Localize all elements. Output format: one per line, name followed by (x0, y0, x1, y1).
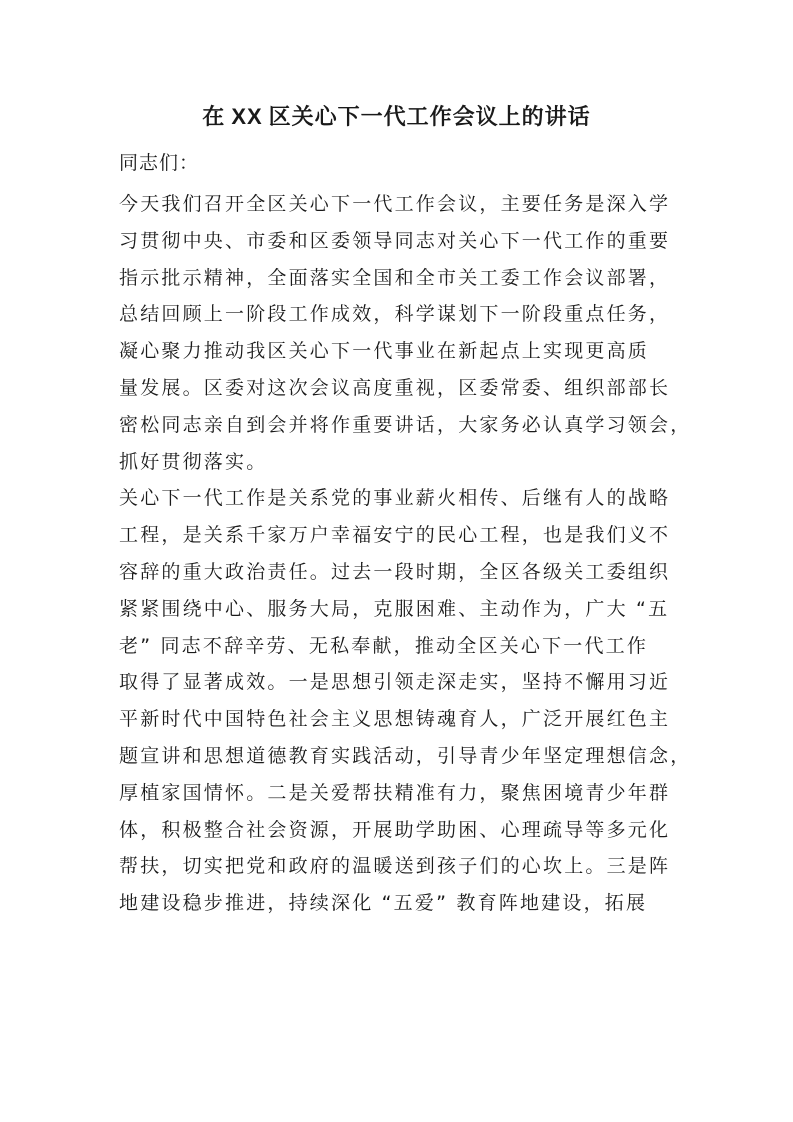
text-line: 关心下一代工作是关系党的事业薪火相传、后继有人的战略 (119, 487, 671, 510)
text-line: 容辞的重大政治责任。过去一段时期，全区各级关工委组织 (119, 560, 671, 583)
text-line: 抓好贯彻落实。 (119, 450, 268, 473)
text-line: 平新时代中国特色社会主义思想铸魂育人，广泛开展红色主 (119, 708, 671, 731)
title-xx: XX (231, 104, 263, 129)
text-line: 厚植家国情怀。二是关爱帮扶精准有力，聚焦困境青少年群 (119, 781, 671, 804)
text-line: 总结回顾上一阶段工作成效，科学谋划下一阶段重点任务， (119, 303, 671, 326)
text-line: 帮扶，切实把党和政府的温暖送到孩子们的心坎上。三是阵 (119, 855, 671, 878)
text-line: 紧紧围绕中心、服务大局，克服困难、主动作为，广大 “五 (119, 597, 670, 620)
greeting: 同志们： (119, 152, 200, 174)
text-line: 指示批示精神，全面落实全国和全市关工委工作会议部署， (119, 266, 671, 289)
title-suffix: 区关心下一代工作会议上的讲话 (268, 105, 591, 130)
text-line: 体，积极整合社会资源，开展助学助困、心理疏导等多元化 (119, 818, 671, 841)
text-line: 老” 同志不辞辛劳、无私奉献，推动全区关心下一代工作 (119, 634, 649, 657)
text-line: 题宣讲和思想道德教育实践活动，引导青少年坚定理想信念， (119, 744, 692, 767)
document-title (0, 100, 793, 131)
text-line: 密松同志亲自到会并将作重要讲话，大家务必认真学习领会， (119, 413, 692, 436)
text-line: 凝心聚力推动我区关心下一代事业在新起点上实现更高质 (119, 340, 650, 363)
text-line: 习贯彻中央、市委和区委领导同志对关心下一代工作的重要 (119, 229, 671, 252)
text-line: 今天我们召开全区关心下一代工作会议，主要任务是深入学 (119, 193, 671, 215)
text-line: 工程，是关系千家万户幸福安宁的民心工程，也是我们义不 (119, 524, 671, 547)
body-text (119, 186, 692, 922)
text-line: 地建设稳步推进，持续深化 “五爱” 教育阵地建设，拓展 (119, 892, 648, 915)
text-line: 量发展。区委对这次会议高度重视，区委常委、组织部部长 (119, 376, 671, 399)
title-prefix: 在 (202, 105, 226, 130)
text-line: 取得了显著成效。一是思想引领走深走实，坚持不懈用习近 (119, 671, 671, 694)
